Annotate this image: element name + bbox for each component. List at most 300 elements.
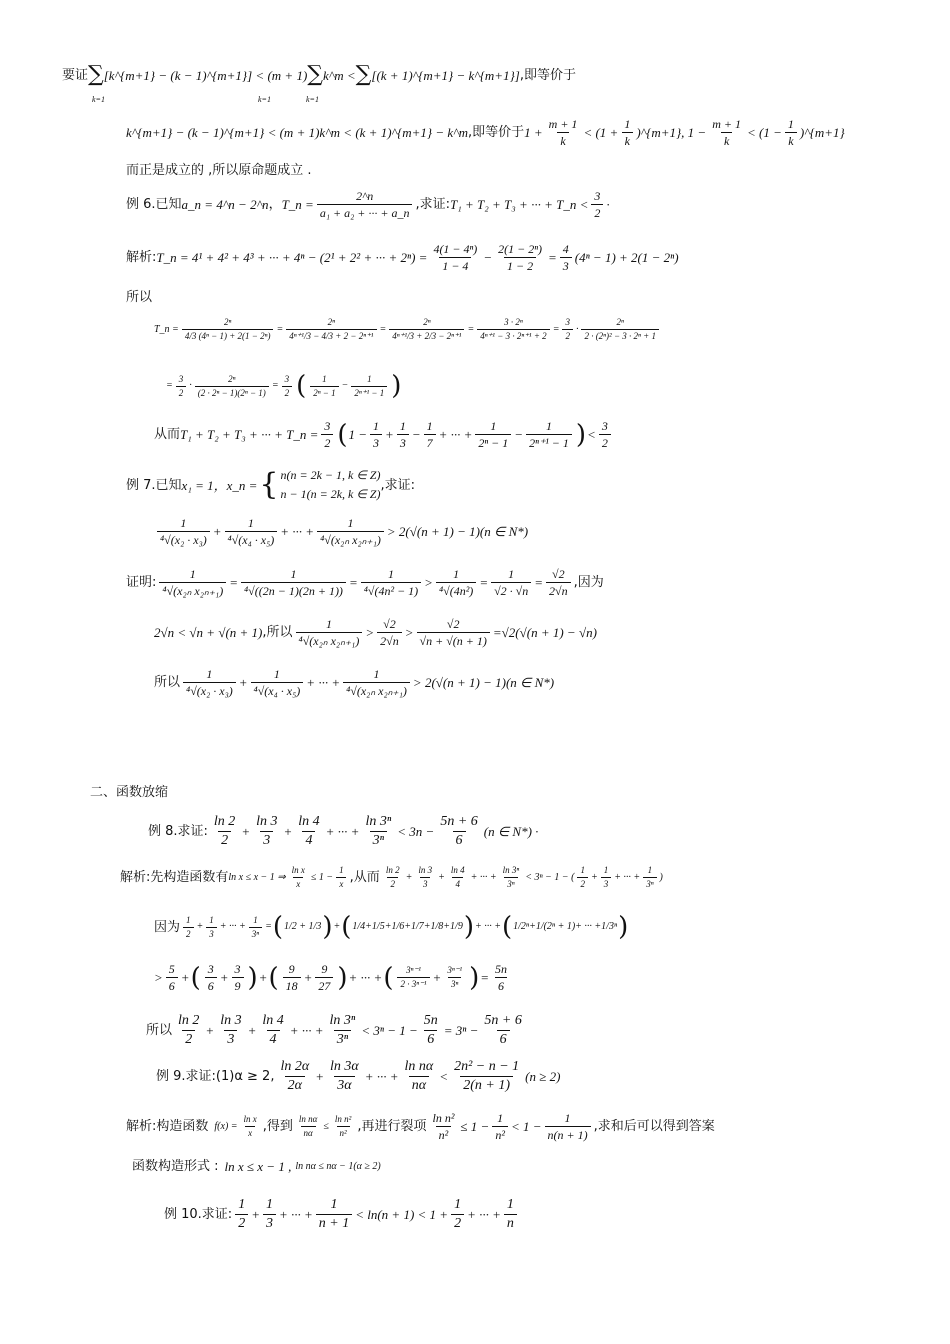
fraction [217, 1014, 244, 1047]
math-expr: ≤ 1 − [460, 1119, 490, 1134]
denominator: ⁴√(4n² − 1) [361, 582, 421, 597]
fraction [545, 1112, 591, 1141]
denominator: 6 [453, 831, 466, 848]
fraction [383, 866, 403, 889]
math-expr: < (1 + [583, 125, 619, 140]
fraction [157, 517, 210, 546]
fraction [397, 966, 429, 989]
fraction [546, 118, 581, 147]
numerator: ln 2 [213, 814, 236, 829]
numerator: 1 [426, 419, 433, 433]
fraction [785, 118, 797, 147]
fraction [495, 243, 545, 272]
numerator: 5 [168, 962, 175, 976]
fraction [315, 963, 333, 992]
fraction [397, 420, 409, 449]
plus: + [590, 871, 598, 883]
plus: + [529, 921, 536, 932]
numerator: 1 [497, 1111, 504, 1125]
math-expr: < ln(n + 1) < 1 + [355, 1207, 449, 1222]
math-expr: ln nα ≤ nα − 1(α ≥ 2) [295, 1160, 381, 1172]
example-label: 例 9.求证:(1)α ≥ 2, [156, 1069, 275, 1084]
plus: + [205, 1023, 215, 1038]
solution-6 [126, 243, 679, 272]
left-paren: ( [190, 962, 201, 993]
plus: + [315, 1069, 324, 1084]
sum-limit: k=1 [92, 95, 105, 104]
denominator: 2 [562, 329, 573, 341]
plus: + [365, 921, 372, 932]
numerator: 3 [594, 189, 601, 203]
fraction [500, 866, 523, 889]
numerator: 1 [322, 373, 327, 384]
fraction [249, 916, 262, 939]
numerator: √2 [446, 617, 460, 631]
fraction [361, 568, 421, 597]
fraction [310, 375, 338, 398]
fraction [599, 420, 611, 449]
denominator: 2ⁿ⁺¹ − 1 [526, 434, 572, 449]
math-expr: T_n = [154, 323, 179, 335]
numerator: 3ⁿ⁻¹ [447, 965, 463, 975]
denominator: n + 1 [316, 1214, 352, 1231]
solution-8 [120, 866, 663, 889]
numerator: 1 [347, 516, 354, 530]
fraction [336, 866, 347, 889]
denominator: 2 [176, 386, 187, 398]
denominator: 2√n [377, 632, 402, 647]
denominator: 6 [495, 977, 507, 992]
numerator: ln 3ⁿ [502, 865, 520, 875]
denominator: 4 [267, 1030, 280, 1047]
numerator: 3 [284, 373, 290, 384]
fraction [424, 420, 436, 449]
math-expr: − [483, 250, 493, 265]
plus: + [241, 824, 251, 839]
numerator: 2ⁿ [327, 317, 336, 327]
right-paren: ) [463, 912, 474, 942]
denominator: 7 [424, 434, 436, 449]
math-expr: )^{m+1}, 1 − [636, 125, 707, 140]
numerator: ln 3α [330, 1059, 359, 1074]
plus: + [333, 921, 341, 932]
less-than: < [439, 1069, 449, 1084]
fraction [235, 1198, 248, 1231]
left-paren: ( [341, 912, 352, 942]
numerator: 1 [247, 516, 254, 530]
solution-label: 解析:构造函数 [126, 1119, 209, 1134]
fraction [241, 1115, 260, 1138]
math-expr: a_n = 4^n − 2^n [181, 197, 269, 212]
math-expr: T₁ + T₂ + T₃ + ··· + T_n = [180, 427, 319, 442]
since-label: 因为 [154, 919, 181, 935]
fraction [296, 618, 363, 647]
case-2: n − 1(n = 2k, k ∈ Z) [280, 487, 381, 502]
denominator: 3ⁿ [249, 927, 262, 939]
denominator: ⁴√(x₂ · x₃) [183, 682, 236, 697]
numerator: 4(1 − 4ⁿ) [433, 242, 478, 256]
numerator: 1 [373, 667, 380, 681]
denominator: 3 [260, 831, 273, 848]
denominator: nα [409, 1076, 429, 1093]
denominator: √2 · √n [491, 582, 531, 597]
numerator: 2ⁿ [228, 373, 236, 384]
numerator: 5n + 6 [484, 1013, 522, 1028]
numerator: ln 2 [178, 1013, 200, 1028]
denominator: nα [301, 1126, 316, 1138]
plus: + [180, 970, 190, 985]
fraction [283, 963, 301, 992]
plus: + [251, 1207, 260, 1222]
plus: + [247, 1023, 257, 1038]
fraction [225, 517, 278, 546]
numerator: 1 [564, 1111, 571, 1125]
fraction [289, 866, 308, 889]
conclusion-text: 而正是成立的 ,所以原命题成立 . [126, 163, 312, 178]
numerator: 1 [453, 567, 460, 581]
group-term: 1/4 [352, 921, 366, 932]
left-paren: ( [501, 912, 513, 942]
math-expr: √2(√(n + 1) − √n) [501, 625, 597, 640]
denominator: 2√n [546, 582, 571, 597]
fraction [253, 815, 280, 848]
equals: = [492, 625, 502, 640]
numerator: 1 [454, 1197, 462, 1212]
plus: + [296, 921, 309, 932]
fraction [263, 1198, 276, 1231]
conclusion-line [126, 164, 312, 177]
fraction [377, 618, 402, 647]
fraction [429, 1112, 457, 1141]
fraction [206, 916, 217, 939]
numerator: 2ⁿ [616, 317, 624, 327]
equals: = [271, 380, 279, 391]
denominator: 2ⁿ⁺¹ − 1 [351, 386, 387, 398]
denominator: x [245, 1126, 255, 1138]
math-expr: )^{m+1} [799, 125, 845, 140]
denominator: 3 [397, 434, 409, 449]
gt-line-8 [154, 963, 513, 992]
math-expr: = 3ⁿ − [443, 1023, 479, 1038]
denominator: 2 [387, 877, 398, 889]
text-because: ,因为 [573, 575, 604, 590]
numerator: 1 [180, 516, 187, 530]
fraction [577, 866, 588, 889]
denominator: n² [436, 1126, 452, 1141]
fraction [205, 963, 217, 992]
denominator: 27 [315, 977, 333, 992]
denominator: 3ⁿ [448, 977, 461, 989]
so-label: 所以 [154, 675, 181, 690]
equals: = [348, 575, 358, 590]
group-term: 1/(2ⁿ + 1) [535, 921, 576, 932]
math-expr: · [606, 197, 610, 212]
text-split: ,再进行裂项 [357, 1119, 427, 1134]
group-term: 1/3ⁿ [601, 921, 618, 932]
math-expr: < 3n − [397, 824, 435, 839]
denominator: 4 [302, 831, 315, 848]
denominator: 2 [451, 1214, 464, 1231]
plus: + ··· + [364, 1069, 399, 1084]
denominator: 2α [285, 1076, 305, 1093]
denominator: 4 [452, 877, 463, 889]
numerator: 2^n [356, 189, 374, 203]
equals: = [276, 323, 284, 335]
group-term: 1/3 [308, 921, 322, 932]
right-paren: ) [337, 962, 348, 993]
plus: + ··· + [470, 871, 497, 883]
right-paren: ) [618, 912, 629, 942]
numerator: 1 [490, 419, 497, 433]
fraction [296, 1115, 320, 1138]
numerator: ln 2α [280, 1059, 310, 1074]
numerator: 1 [387, 567, 394, 581]
thus-label: 从而 [154, 427, 181, 442]
equals: = [379, 323, 387, 335]
plus: + [405, 871, 413, 883]
fraction [211, 815, 238, 848]
numerator: 1 [189, 567, 196, 581]
fraction [241, 568, 346, 597]
math-expr: T₁ + T₂ + T₃ + ··· + T_n < [450, 197, 589, 212]
denominator: 3 [224, 1030, 237, 1047]
denominator: 2 [235, 1214, 248, 1231]
thus-line-6 [154, 420, 614, 449]
plus: + [432, 970, 442, 985]
equals: = [166, 380, 173, 391]
fraction [709, 118, 744, 147]
denominator: n [504, 1214, 517, 1231]
fraction [402, 1060, 437, 1093]
group-term: 1/6 [391, 921, 405, 932]
left-paren: ( [272, 912, 284, 942]
plus: + ··· + [278, 1207, 313, 1222]
section-heading [90, 786, 168, 799]
fraction [448, 866, 468, 889]
solution-label: 解析:先构造函数有 [120, 870, 229, 885]
group-term: 1/9 [450, 921, 463, 932]
solution-9 [126, 1112, 715, 1141]
numerator: 1 [265, 1197, 273, 1212]
denominator: 3ⁿ [334, 1030, 351, 1047]
numerator: ln 4 [262, 1013, 284, 1028]
text-obtain: ,得到 [262, 1119, 293, 1134]
numerator: 1 [206, 667, 213, 681]
fraction [437, 815, 480, 848]
math-expr: 2√n < √n + √(n + 1) [154, 625, 263, 640]
numerator: 3 [324, 419, 331, 433]
denominator: 2 [282, 386, 293, 398]
fraction [182, 318, 274, 341]
fraction [351, 375, 387, 398]
math-expr: ) [659, 871, 663, 883]
numerator: 2ⁿ [423, 317, 431, 327]
left-paren: ( [296, 371, 307, 401]
plus: + ··· + [348, 970, 383, 985]
sigma-symbol: ∑ [307, 62, 323, 87]
math-expr: < 3ⁿ − 1 − ( [525, 871, 575, 883]
denominator: 1 − 4 [439, 257, 471, 272]
denominator: x [336, 877, 346, 889]
numerator: ln x [291, 865, 305, 875]
sigma-symbol: ∑ [88, 62, 104, 87]
plus: + [283, 824, 293, 839]
plus: + ··· + [306, 675, 341, 690]
plus: + [423, 921, 431, 932]
left-paren: ( [383, 962, 394, 993]
fraction [492, 963, 510, 992]
proof-7 [126, 568, 604, 597]
plus: + ··· + [219, 921, 246, 932]
numerator: ln nα [298, 1114, 318, 1124]
fraction [477, 318, 549, 341]
numerator: ln 4 [298, 814, 320, 829]
denominator: 6 [497, 1030, 510, 1047]
proof-line-1 [62, 64, 576, 86]
less-equal: ≤ [323, 1120, 329, 1132]
denominator: 2 [591, 204, 603, 219]
numerator: ln x [243, 1114, 257, 1124]
denominator: ⁴√(4n²) [436, 582, 476, 597]
math-expr: 1 + [524, 125, 543, 140]
numerator: 3 [234, 962, 241, 976]
numerator: 1 [273, 667, 280, 681]
denominator: 4ⁿ⁺¹/3 + 2/3 − 2ⁿ⁺¹ [389, 329, 464, 341]
group-term: 1/5 [371, 921, 385, 932]
fraction [343, 668, 410, 697]
text-prove: ,求证: [415, 197, 450, 212]
denominator: 6 [166, 977, 178, 992]
numerator: 1 [290, 567, 297, 581]
so-text: 所以 [126, 290, 153, 305]
math-expr: > 2(√(n + 1) − 1)(n ∈ N*) [412, 675, 555, 690]
denominator: ⁴√(x₂ₙ x₂ₙ₊₁) [317, 531, 384, 546]
denominator: a₁ + a₂ + ··· + a_n [317, 204, 413, 219]
text-answer: ,求和后可以得到答案 [593, 1119, 715, 1134]
fraction [562, 318, 573, 341]
numerator: 1 [253, 914, 258, 925]
example-label: 例 6.已知 [126, 197, 182, 212]
fraction [581, 318, 659, 341]
denominator: 2 [183, 927, 194, 939]
denominator: (2 · 2ⁿ − 1)(2ⁿ − 1) [195, 386, 269, 398]
proof-label: 证明: [126, 575, 157, 590]
denominator: √n + √(n + 1) [417, 632, 490, 647]
denominator: 2 [218, 831, 231, 848]
numerator: ln 4 [450, 865, 465, 875]
math-expr: ln x ≤ x − 1 , [224, 1159, 292, 1174]
numerator: 1 [647, 865, 653, 875]
numerator: m + 1 [548, 117, 578, 131]
denominator: ⁴√(x₂ · x₃) [157, 531, 210, 546]
equals: = [467, 323, 475, 335]
fraction [481, 1014, 524, 1047]
fraction [175, 1014, 202, 1047]
numerator: 3 [178, 373, 184, 384]
fraction [621, 118, 633, 147]
plus: + [238, 675, 248, 690]
left-paren: ( [337, 419, 348, 450]
math-expr: = [547, 250, 557, 265]
denominator: 2 [599, 434, 611, 449]
numerator: 1 [186, 914, 191, 925]
fraction [451, 1198, 464, 1231]
math-expr: T_n = 4¹ + 4² + 4³ + ··· + 4ⁿ − (2¹ + 2² + ··· + 2ⁿ) = [156, 250, 428, 265]
right-paren: ) [247, 962, 258, 993]
math-expr: (n ∈ N*) · [483, 824, 539, 839]
denominator: 3 [420, 877, 431, 889]
math-expr: < (1 − [746, 125, 782, 140]
greater-than: > [404, 625, 414, 640]
greater-than: > [424, 575, 433, 590]
fraction [417, 618, 490, 647]
fraction [295, 815, 322, 848]
equals: = [229, 575, 238, 590]
fraction [492, 1112, 508, 1141]
fraction [183, 668, 236, 697]
plus: + ··· + [614, 871, 641, 883]
proof-7-conclusion [154, 668, 554, 697]
plus: + ··· + [474, 921, 501, 932]
equals: = [265, 921, 272, 932]
fraction [327, 1014, 359, 1047]
fraction [451, 1060, 522, 1093]
numerator: 9 [288, 962, 295, 976]
text-prove: ,求证: [380, 477, 415, 493]
since-line-8 [154, 914, 629, 940]
denominator: n(n + 1) [545, 1126, 591, 1141]
text-hence: ,从而 [349, 870, 380, 885]
right-paren: ) [391, 371, 402, 401]
denominator: 2ⁿ − 1 [310, 386, 338, 398]
denominator: 4/3 (4ⁿ − 1) + 2(1 − 2ⁿ) [182, 329, 274, 341]
numerator: 1 [339, 865, 344, 875]
denominator: ⁴√(x₄ · x₅) [251, 682, 304, 697]
fraction [259, 1014, 286, 1047]
math-expr: 1 − [348, 427, 368, 442]
plus: + ··· + [438, 427, 473, 442]
fraction [560, 243, 572, 272]
fraction [415, 866, 435, 889]
math-expr: f(x) = [214, 1120, 238, 1132]
denominator: 3 [370, 434, 382, 449]
numerator: ln 3 [220, 1013, 242, 1028]
fraction [421, 1014, 441, 1047]
example-8 [148, 815, 538, 848]
denominator: n² [337, 1126, 350, 1138]
plus: + [404, 921, 411, 932]
minus: − [411, 427, 421, 442]
math-expr: > 2(√(n + 1) − 1)(n ∈ N*) [386, 524, 529, 539]
denominator: ⁴√(x₂ₙ x₂ₙ₊₁) [159, 582, 226, 597]
denominator: x [293, 877, 303, 889]
denominator: 3ⁿ [504, 877, 517, 889]
plus: + [196, 921, 204, 932]
fraction [251, 668, 304, 697]
denominator: ⁴√(x₂ₙ x₂ₙ₊₁) [343, 682, 410, 697]
math-expr: ≤ 1 − [310, 871, 334, 883]
fraction [232, 963, 244, 992]
denominator: 2 [321, 434, 333, 449]
denominator: 2(n + 1) [460, 1076, 513, 1093]
numerator: 2(1 − 2ⁿ) [498, 242, 542, 256]
numerator: 1 [330, 1197, 338, 1212]
numerator: 1 [580, 865, 585, 875]
denominator: 18 [283, 977, 301, 992]
numerator: ln 3ⁿ [329, 1013, 356, 1028]
numerator: 1 [787, 117, 794, 131]
fraction [277, 1060, 312, 1093]
